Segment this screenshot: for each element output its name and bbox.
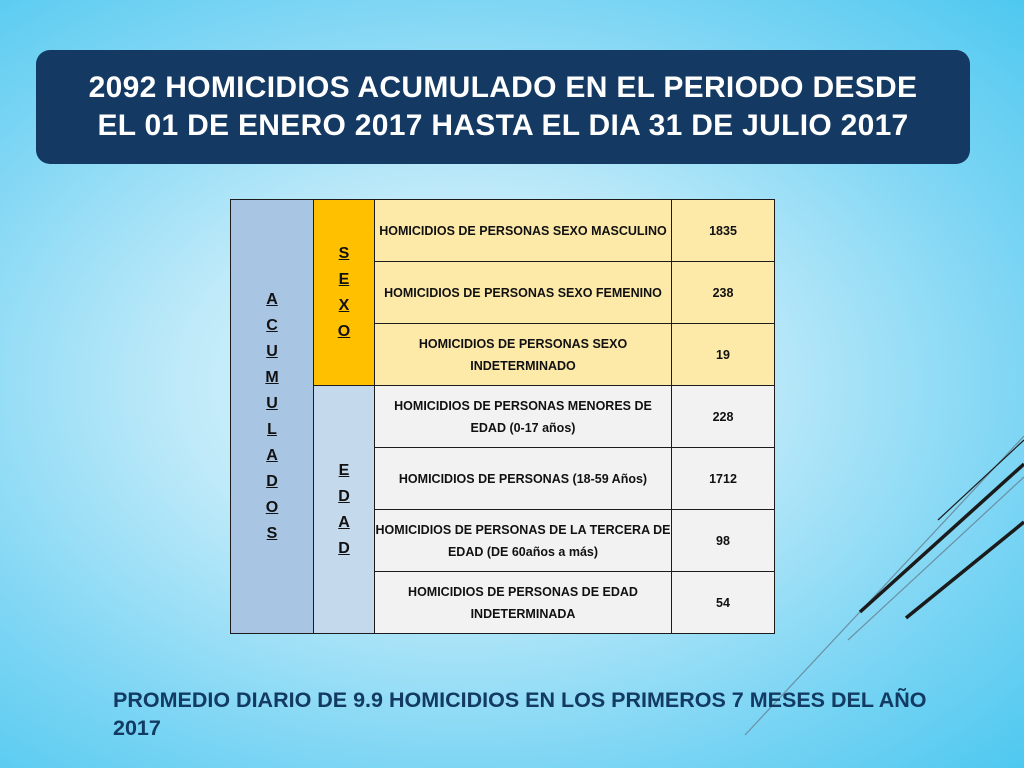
edad-header <box>314 386 375 634</box>
footer-note: PROMEDIO DIARIO DE 9.9 HOMICIDIOS EN LOS PRIMEROS 7 MESES DEL AÑO 2017 <box>113 688 927 740</box>
row-value: 1835 <box>672 200 775 262</box>
row-value: 19 <box>672 324 775 386</box>
acumulados-header <box>231 200 314 634</box>
table-row <box>231 200 775 262</box>
sexo-header <box>314 200 375 386</box>
row-value: 54 <box>672 572 775 634</box>
row-label: HOMICIDIOS DE PERSONAS SEXO INDETERMINADO <box>375 324 672 386</box>
homicides-table <box>230 199 775 634</box>
row-value: 238 <box>672 262 775 324</box>
row-value: 228 <box>672 386 775 448</box>
row-label: HOMICIDIOS DE PERSONAS DE LA TERCERA DE EDAD (DE 60años a más) <box>375 510 672 572</box>
row-value: 98 <box>672 510 775 572</box>
row-label: HOMICIDIOS DE PERSONAS SEXO MASCULINO <box>375 200 672 262</box>
row-label: HOMICIDIOS DE PERSONAS (18-59 Años) <box>375 448 672 510</box>
row-label: HOMICIDIOS DE PERSONAS MENORES DE EDAD (0-17 años) <box>375 386 672 448</box>
row-label: HOMICIDIOS DE PERSONAS DE EDAD INDETERMINADA <box>375 572 672 634</box>
slide-title: 2092 HOMICIDIOS ACUMULADO EN EL PERIODO DESDE EL 01 DE ENERO 2017 HASTA EL DIA 31 DE JULIO 2017 <box>88 71 918 142</box>
title-banner <box>36 50 970 164</box>
row-value: 1712 <box>672 448 775 510</box>
edad-label: E D A D <box>338 461 350 557</box>
sexo-label: S E X O <box>337 244 351 340</box>
row-label: HOMICIDIOS DE PERSONAS SEXO FEMENINO <box>375 262 672 324</box>
acumulados-label: A C U M U L A D O S <box>265 290 279 542</box>
